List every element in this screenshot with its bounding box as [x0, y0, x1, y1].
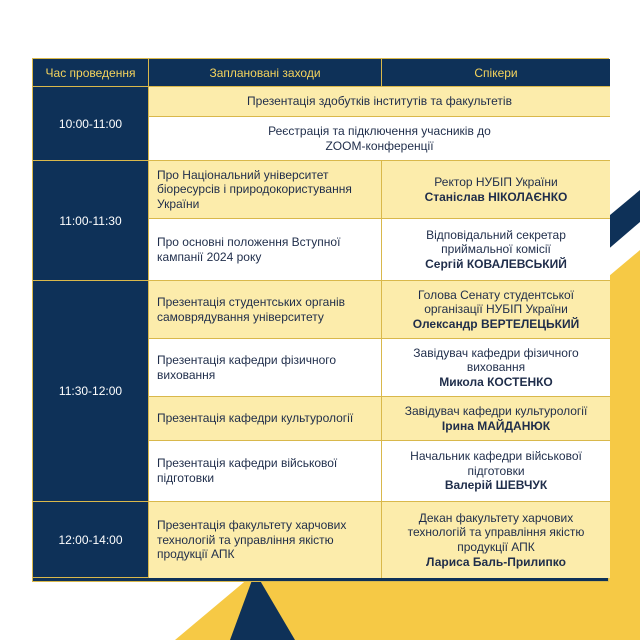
speaker-role: Відповідальний секретар приймальної комісії [426, 227, 566, 257]
speaker-role: Начальник кафедри військової підготовки [410, 449, 582, 478]
event-cell [149, 441, 382, 502]
speaker-role: Ректор НУБІП України [434, 174, 558, 189]
speaker-name: Валерій ШЕВЧУК [444, 478, 548, 493]
time-slot: 11:30-12:00 [33, 281, 149, 502]
event-title: Презентація кафедри культурології [157, 411, 354, 426]
header-events: Заплановані заходи [149, 59, 382, 87]
speaker-name: Олександр ВЕРТЕЛЕЦЬКИЙ [412, 316, 580, 331]
speaker-cell [382, 502, 610, 578]
event-title: Презентація факультету харчових технологій та управління якістю продукції АПК [157, 518, 347, 562]
event-cell [149, 117, 610, 161]
speaker-cell [382, 219, 610, 281]
event-cell [149, 502, 382, 578]
event-title: Реєстрація та підключення учасників до ZOOM-конференції [268, 123, 491, 153]
speaker-name: Лариса Баль-Прилипко [426, 554, 566, 569]
speaker-role: Голова Сенату студентської організації НУБІП України [417, 287, 575, 317]
event-title: Презентація кафедри фізичного виховання [157, 352, 337, 382]
speaker-name: Сергій КОВАЛЕВСЬКИЙ [425, 256, 567, 271]
event-cell [149, 281, 382, 339]
event-cell [149, 161, 382, 219]
speaker-cell [382, 161, 610, 219]
speaker-cell [382, 397, 610, 441]
event-cell [149, 87, 610, 117]
time-slot: 10:00-11:00 [33, 87, 149, 161]
speaker-name: Станіслав НІКОЛАЄНКО [424, 189, 568, 204]
speaker-role: Завідувач кафедри культурології [404, 403, 588, 418]
speaker-cell [382, 281, 610, 339]
event-title: Про основні положення Вступної кампанії 2024 року [157, 234, 341, 264]
event-title: Про Національний університет біоресурсів і природокористування України [157, 167, 352, 211]
event-cell [149, 219, 382, 281]
speaker-cell [382, 441, 610, 502]
event-title: Презентація студентських органів самоврядування університету [157, 294, 346, 324]
event-title: Презентація кафедри військової підготовки [157, 456, 338, 485]
time-slot: 12:00-14:00 [33, 502, 149, 578]
speaker-name: Микола КОСТЕНКО [439, 374, 553, 389]
event-cell [149, 339, 382, 397]
header-time: Час проведення [33, 59, 149, 87]
header-speakers: Спікери [382, 59, 610, 87]
speaker-role: Завідувач кафедри фізичного виховання [413, 345, 579, 375]
schedule-table [32, 58, 609, 582]
speaker-cell [382, 339, 610, 397]
time-slot: 11:00-11:30 [33, 161, 149, 281]
event-title: Презентація здобутків інститутів та факультетів [247, 94, 512, 109]
event-cell [149, 397, 382, 441]
speaker-role: Декан факультету харчових технологій та управління якістю продукції АПК [407, 510, 585, 554]
speaker-name: Ірина МАЙДАНЮК [441, 418, 551, 433]
